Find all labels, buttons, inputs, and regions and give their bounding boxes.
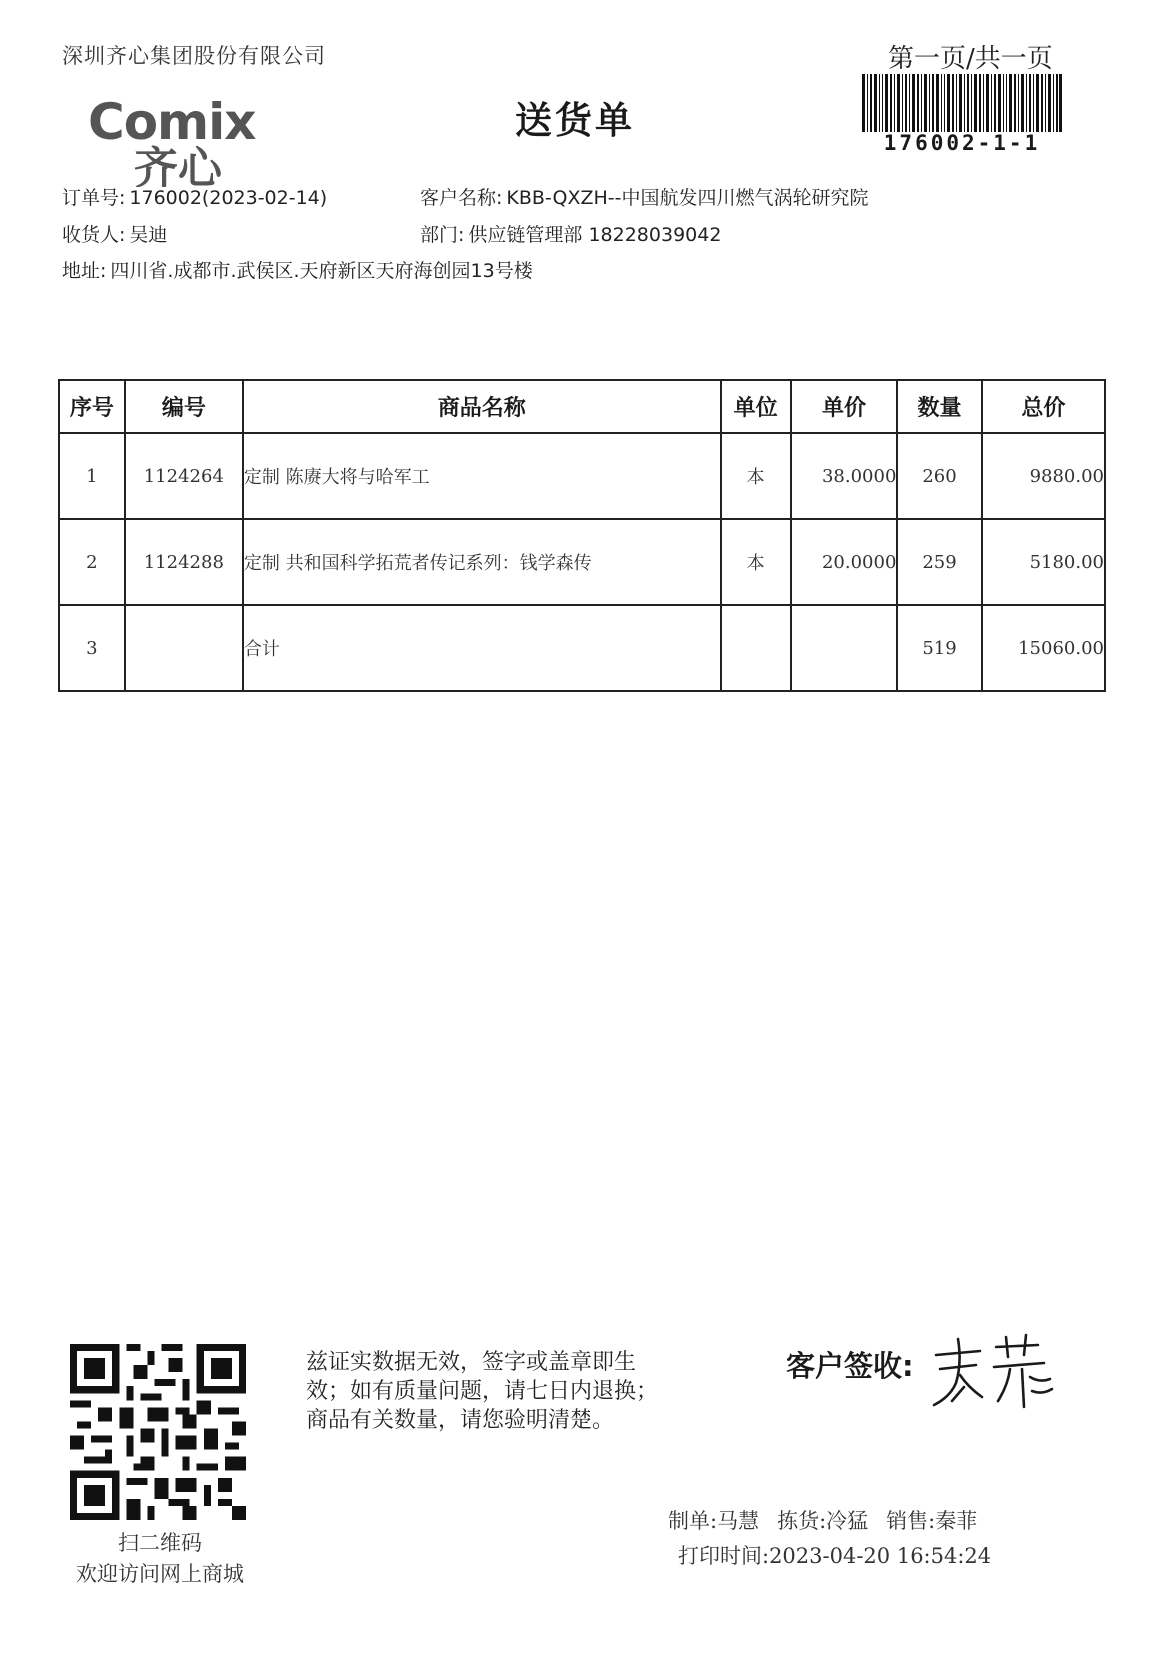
cell-total: 15060.00 bbox=[982, 605, 1105, 691]
notice-line: 兹证实数据无效，签字或盖章即生 bbox=[306, 1350, 637, 1375]
picker: 拣货:冷猛 bbox=[777, 1509, 869, 1533]
receiver-value: 吴迪 bbox=[129, 224, 168, 246]
address-label: 地址: bbox=[62, 260, 107, 282]
page-indicator: 第一页/共一页 bbox=[888, 44, 1053, 74]
qr-code bbox=[70, 1344, 246, 1520]
comix-logo bbox=[86, 95, 302, 187]
cell-total: 5180.00 bbox=[982, 519, 1105, 605]
company-name: 深圳齐心集团股份有限公司 bbox=[62, 44, 326, 68]
col-header-price: 单价 bbox=[791, 380, 898, 433]
qr-caption-mall: 欢迎访问网上商城 bbox=[76, 1562, 244, 1586]
customer-signature bbox=[928, 1325, 1058, 1411]
receiver bbox=[62, 220, 167, 247]
cell-qty: 260 bbox=[897, 433, 981, 519]
cell-seq: 1 bbox=[59, 433, 125, 519]
cell-name: 定制 陈赓大将与哈军工 bbox=[243, 433, 721, 519]
customer-label: 客户名称: bbox=[420, 187, 503, 209]
cell-code bbox=[125, 605, 243, 691]
cell-price: 38.0000 bbox=[791, 433, 898, 519]
table-row bbox=[59, 433, 1105, 519]
maker: 制单:马慧 bbox=[668, 1509, 760, 1533]
col-header-unit: 单位 bbox=[721, 380, 791, 433]
barcode bbox=[862, 74, 1062, 132]
table-row-total bbox=[59, 605, 1105, 691]
col-header-seq: 序号 bbox=[59, 380, 125, 433]
department-label: 部门: bbox=[420, 224, 465, 246]
department bbox=[420, 220, 721, 247]
staff-line bbox=[668, 1505, 977, 1535]
cell-name: 合计 bbox=[243, 605, 721, 691]
col-header-code: 编号 bbox=[125, 380, 243, 433]
customer-value: KBB-QXZH--中国航发四川燃气涡轮研究院 bbox=[506, 187, 869, 209]
svg-text:齐心: 齐心 bbox=[134, 143, 222, 187]
cell-code: 1124288 bbox=[125, 519, 243, 605]
customer-name bbox=[420, 183, 868, 210]
svg-text:Comix: Comix bbox=[88, 95, 256, 151]
notice-line: 商品有关数量，请您验明清楚。 bbox=[306, 1408, 615, 1433]
sales: 销售:秦菲 bbox=[886, 1509, 978, 1533]
col-header-total: 总价 bbox=[982, 380, 1105, 433]
cell-seq: 3 bbox=[59, 605, 125, 691]
barcode-number: 176002-1-1 bbox=[883, 131, 1041, 155]
cell-code: 1124264 bbox=[125, 433, 243, 519]
address-value: 四川省.成都市.武侯区.天府新区天府海创园13号楼 bbox=[110, 260, 533, 282]
cell-seq: 2 bbox=[59, 519, 125, 605]
order-number bbox=[62, 183, 327, 210]
cell-price bbox=[791, 605, 898, 691]
col-header-qty: 数量 bbox=[897, 380, 981, 433]
order-number-value: 176002(2023-02-14) bbox=[129, 187, 328, 209]
notice-line: 效；如有质量问题，请七日内退换； bbox=[306, 1379, 659, 1404]
cell-qty: 519 bbox=[897, 605, 981, 691]
document-title: 送货单 bbox=[515, 98, 635, 142]
items-table bbox=[58, 379, 1106, 692]
address bbox=[62, 256, 533, 283]
order-number-label: 订单号: bbox=[62, 187, 126, 209]
qr-caption-scan: 扫二维码 bbox=[118, 1531, 202, 1555]
cell-total: 9880.00 bbox=[982, 433, 1105, 519]
cell-unit: 本 bbox=[721, 519, 791, 605]
cell-qty: 259 bbox=[897, 519, 981, 605]
print-time: 打印时间:2023-04-20 16:54:24 bbox=[678, 1544, 992, 1568]
customer-sign-label: 客户签收: bbox=[786, 1349, 914, 1383]
notice-text bbox=[306, 1348, 726, 1435]
receiver-label: 收货人: bbox=[62, 224, 126, 246]
department-value: 供应链管理部 18228039042 bbox=[468, 224, 722, 246]
table-header-row bbox=[59, 380, 1105, 433]
cell-price: 20.0000 bbox=[791, 519, 898, 605]
cell-unit bbox=[721, 605, 791, 691]
cell-unit: 本 bbox=[721, 433, 791, 519]
col-header-name: 商品名称 bbox=[243, 380, 721, 433]
table-row bbox=[59, 519, 1105, 605]
cell-name: 定制 共和国科学拓荒者传记系列：钱学森传 bbox=[243, 519, 721, 605]
